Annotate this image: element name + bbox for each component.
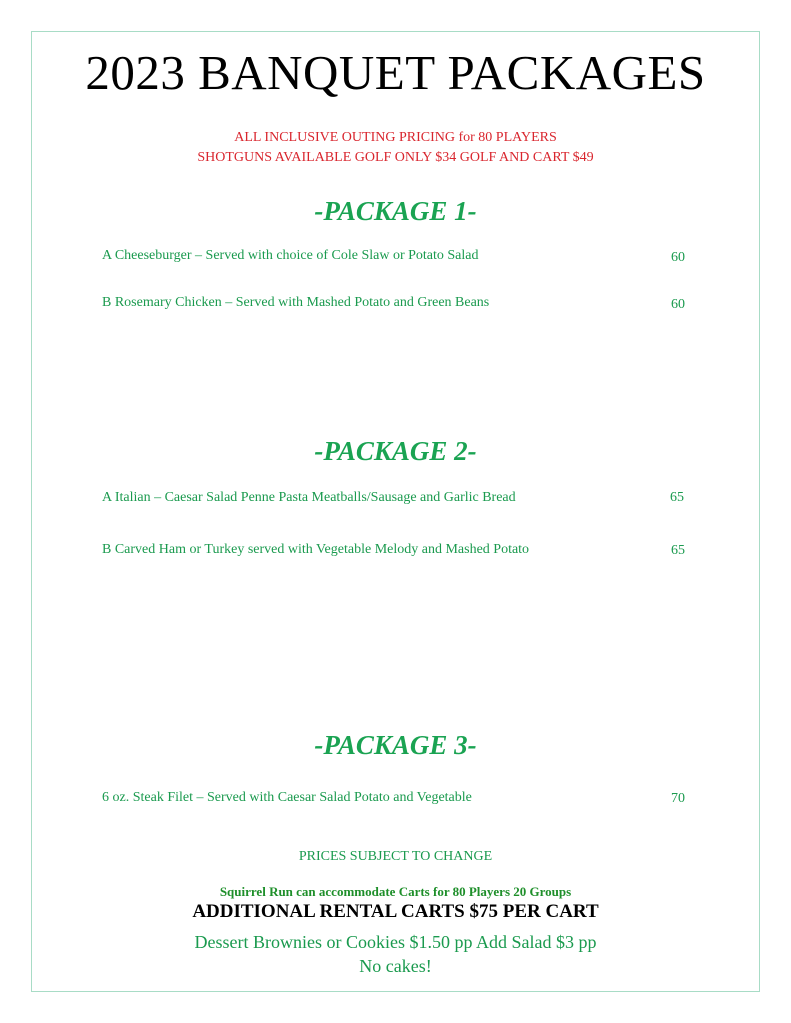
package-2-item-b-price: 65 [671,543,685,558]
prices-subject-to-change: PRICES SUBJECT TO CHANGE [298,849,493,864]
pricing-line-1: ALL INCLUSIVE OUTING PRICING for 80 PLAYERS [234,130,557,145]
package-3-item-price: 70 [671,791,685,806]
package-1-item-a-price: 60 [671,250,685,265]
dessert-note: Dessert Brownies or Cookies $1.50 pp Add Salad $3 pp [194,932,597,952]
package-1-item-a: A Cheeseburger – Served with choice of Cole Slaw or Potato Salad [102,248,479,263]
page-title: 2023 BANQUET PACKAGES [85,45,706,100]
cart-capacity-note: Squirrel Run can accommodate Carts for 80 Players 20 Groups [219,884,572,899]
package-3-item: 6 oz. Steak Filet – Served with Caesar Salad Potato and Vegetable [102,790,472,805]
package-1-item-b: B Rosemary Chicken – Served with Mashed Potato and Green Beans [102,295,490,310]
package-1-item-b-price: 60 [671,297,685,312]
package-3-heading: -PACKAGE 3- [314,730,477,760]
package-2-heading: -PACKAGE 2- [314,436,477,466]
package-2-item-b: B Carved Ham or Turkey served with Vegetable Melody and Mashed Potato [102,542,530,557]
no-cakes-note: No cakes! [359,956,432,976]
package-2-item-a-price: 65 [670,490,684,505]
package-2-item-a: A Italian – Caesar Salad Penne Pasta Meatballs/Sausage and Garlic Bread [102,490,516,505]
rental-carts-note: ADDITIONAL RENTAL CARTS $75 PER CART [192,901,599,922]
package-1-heading: -PACKAGE 1- [314,196,477,226]
page-border [31,31,760,992]
pricing-line-2: SHOTGUNS AVAILABLE GOLF ONLY $34 GOLF AND CART $49 [197,150,594,165]
